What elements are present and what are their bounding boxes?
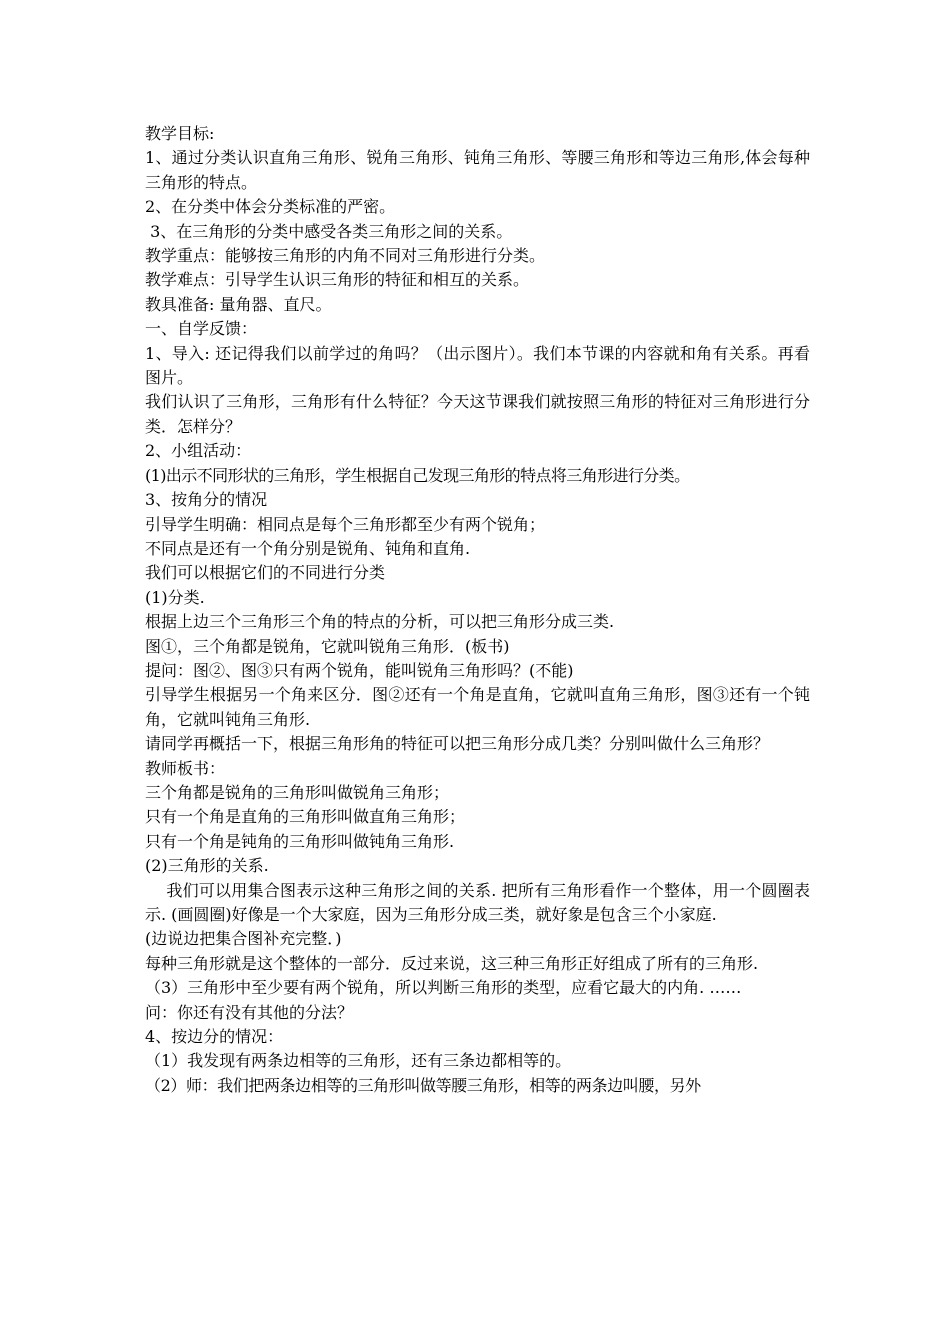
text-line: 只有一个角是直角的三角形叫做直角三角形；	[145, 807, 466, 827]
text-line: 教学目标:	[145, 124, 215, 143]
text-line: 1、导入: 还记得我们以前学过的角吗？（出示图片）。我们本节课的内容就和角有关系。再看图片。	[145, 343, 810, 388]
text-line: 三个角都是锐角的三角形叫做锐角三角形；	[145, 782, 450, 802]
text-line: 引导学生明确：相同点是每个三角形都至少有两个锐角；	[145, 514, 546, 534]
text-line: 提问：图②、图③只有两个锐角，能叫锐角三角形吗？(不能)	[145, 660, 574, 680]
text-line: 请同学再概括一下，根据三角形角的特征可以把三角形分成几类？分别叫做什么三角形？	[145, 734, 770, 754]
text-line: 我们认识了三角形，三角形有什么特征？今天这节课我们就按照三角形的特征对三角形进行分类．怎样分？	[145, 392, 810, 436]
text-line: 2、小组活动：	[145, 441, 252, 461]
text-line: （2）师：我们把两条边相等的三角形叫做等腰三角形，相等的两条边叫腰，另外	[145, 1075, 701, 1095]
text-line: (边说边把集合图补充完整．)	[145, 929, 342, 949]
text-line: 3、在三角形的分类中感受各类三角形之间的关系。	[145, 221, 513, 241]
text-line: (2)三角形的关系.	[145, 856, 269, 876]
text-line: 问：你还有没有其他的分法？	[145, 1002, 354, 1022]
text-line: 教学难点：引导学生认识三角形的特征和相互的关系。	[145, 270, 530, 290]
text-line: 教师板书：	[145, 758, 226, 778]
text-line: 我们可以根据它们的不同进行分类	[145, 563, 386, 583]
text-line: 根据上边三个三角形三个角的特点的分析，可以把三角形分成三类.	[145, 612, 615, 632]
text-line: 我们可以用集合图表示这种三角形之间的关系. 把所有三角形看作一个整体，用一个圆圈表示. (画圆圈)好像是一个大家庭，因为三角形分成三类，就好象是包含三个小家庭.	[145, 880, 810, 924]
text-line: (1)分类.	[145, 587, 205, 607]
text-line: 3、按角分的情况	[145, 490, 268, 510]
text-line: （1）我发现有两条边相等的三角形，还有三条边都相等的。	[145, 1051, 572, 1071]
text-line: （3）三角形中至少要有两个锐角，所以判断三角形的类型，应看它最大的内角. ……	[145, 978, 742, 998]
document-body	[145, 122, 810, 1098]
text-line: (1)出示不同形状的三角形，学生根据自己发现三角形的特点将三角形进行分类。	[145, 465, 690, 485]
text-line: 每种三角形就是这个整体的一部分．反过来说，这三种三角形正好组成了所有的三角形.	[145, 953, 759, 973]
text-line: 4、按边分的情况：	[145, 1027, 284, 1047]
text-line: 教学重点：能够按三角形的内角不同对三角形进行分类。	[145, 246, 546, 266]
text-line: 图①，三个角都是锐角，它就叫锐角三角形．(板书)	[145, 636, 510, 656]
text-line: 引导学生根据另一个角来区分．图②还有一个角是直角，它就叫直角三角形，图③还有一个钝角，它就叫钝角三角形.	[145, 685, 810, 729]
text-line: 一、自学反馈：	[145, 319, 258, 339]
text-line: 教具准备: 量角器、直尺。	[145, 294, 332, 314]
text-line: 1、通过分类认识直角三角形、锐角三角形、钝角三角形、等腰三角形和等边三角形,体会每种三角形的特点。	[145, 148, 810, 192]
text-line: 只有一个角是钝角的三角形叫做钝角三角形.	[145, 831, 455, 851]
text-line: 2、在分类中体会分类标准的严密。	[145, 197, 396, 217]
text-line: 不同点是还有一个角分别是锐角、钝角和直角.	[145, 538, 471, 558]
